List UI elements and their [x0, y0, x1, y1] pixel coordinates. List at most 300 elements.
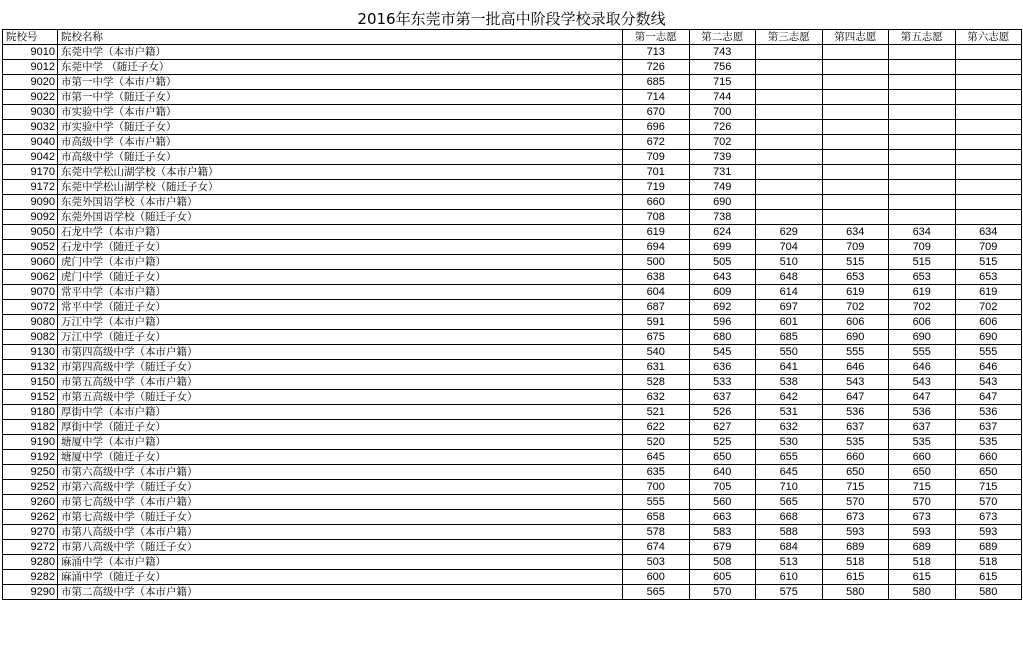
score-cell-choice-1: 700 [623, 480, 690, 495]
school-name-cell: 市第八高级中学（本市户籍） [58, 525, 623, 540]
score-cell-choice-4 [822, 210, 889, 225]
score-cell-choice-1: 645 [623, 450, 690, 465]
score-cell-choice-1: 500 [623, 255, 690, 270]
score-cell-choice-4: 580 [822, 585, 889, 600]
school-name-cell: 万江中学（随迁子女） [58, 330, 623, 345]
score-cell-choice-2: 505 [689, 255, 756, 270]
score-cell-choice-5: 653 [889, 270, 956, 285]
school-name-cell: 市第七高级中学（随迁子女） [58, 510, 623, 525]
score-cell-choice-5 [889, 150, 956, 165]
school-name-cell: 市实验中学（随迁子女） [58, 120, 623, 135]
score-cell-choice-2: 663 [689, 510, 756, 525]
score-cell-choice-1: 685 [623, 75, 690, 90]
score-cell-choice-6: 689 [955, 540, 1022, 555]
school-code-cell: 9192 [3, 450, 58, 465]
school-code-cell: 9070 [3, 285, 58, 300]
score-cell-choice-3: 648 [756, 270, 823, 285]
score-cell-choice-2: 705 [689, 480, 756, 495]
school-name-cell: 市第一中学（本市户籍） [58, 75, 623, 90]
school-code-cell: 9152 [3, 390, 58, 405]
score-cell-choice-1: 632 [623, 390, 690, 405]
score-cell-choice-5: 593 [889, 525, 956, 540]
score-cell-choice-6: 535 [955, 435, 1022, 450]
school-code-cell: 9172 [3, 180, 58, 195]
score-cell-choice-6: 634 [955, 225, 1022, 240]
school-code-cell: 9022 [3, 90, 58, 105]
school-code-cell: 9080 [3, 315, 58, 330]
score-cell-choice-6 [955, 60, 1022, 75]
school-name-cell: 厚街中学（随迁子女） [58, 420, 623, 435]
score-cell-choice-4: 647 [822, 390, 889, 405]
school-code-cell: 9270 [3, 525, 58, 540]
header-choice-2: 第二志愿 [689, 30, 756, 45]
table-row [3, 405, 1022, 420]
score-cell-choice-3: 684 [756, 540, 823, 555]
score-cell-choice-6: 593 [955, 525, 1022, 540]
score-cell-choice-2: 679 [689, 540, 756, 555]
score-cell-choice-3 [756, 210, 823, 225]
score-cell-choice-4: 619 [822, 285, 889, 300]
score-cell-choice-3: 610 [756, 570, 823, 585]
school-name-cell: 市第四高级中学（本市户籍） [58, 345, 623, 360]
score-cell-choice-3: 668 [756, 510, 823, 525]
score-cell-choice-3 [756, 180, 823, 195]
table-row [3, 135, 1022, 150]
score-cell-choice-3: 704 [756, 240, 823, 255]
score-cell-choice-1: 503 [623, 555, 690, 570]
score-cell-choice-4: 646 [822, 360, 889, 375]
school-name-cell: 市高级中学（随迁子女） [58, 150, 623, 165]
score-cell-choice-6 [955, 150, 1022, 165]
school-code-cell: 9190 [3, 435, 58, 450]
score-cell-choice-1: 694 [623, 240, 690, 255]
score-cell-choice-5: 615 [889, 570, 956, 585]
score-cell-choice-6: 580 [955, 585, 1022, 600]
score-cell-choice-4: 660 [822, 450, 889, 465]
score-cell-choice-4 [822, 45, 889, 60]
score-cell-choice-5: 515 [889, 255, 956, 270]
school-code-cell: 9042 [3, 150, 58, 165]
table-row [3, 330, 1022, 345]
school-name-cell: 市第五高级中学（随迁子女） [58, 390, 623, 405]
school-code-cell: 9252 [3, 480, 58, 495]
score-cell-choice-2: 756 [689, 60, 756, 75]
score-cell-choice-3: 538 [756, 375, 823, 390]
score-cell-choice-2: 699 [689, 240, 756, 255]
score-cell-choice-1: 578 [623, 525, 690, 540]
score-cell-choice-2: 560 [689, 495, 756, 510]
score-cell-choice-2: 744 [689, 90, 756, 105]
school-name-cell: 东莞中学 （随迁子女） [58, 60, 623, 75]
school-name-cell: 石龙中学（随迁子女） [58, 240, 623, 255]
score-cell-choice-2: 545 [689, 345, 756, 360]
school-code-cell: 9082 [3, 330, 58, 345]
score-cell-choice-1: 638 [623, 270, 690, 285]
score-cell-choice-6: 518 [955, 555, 1022, 570]
school-code-cell: 9272 [3, 540, 58, 555]
score-cell-choice-1: 687 [623, 300, 690, 315]
school-name-cell: 东莞中学松山湖学校（随迁子女） [58, 180, 623, 195]
score-cell-choice-6: 690 [955, 330, 1022, 345]
school-code-cell: 9280 [3, 555, 58, 570]
school-name-cell: 东莞外国语学校（本市户籍） [58, 195, 623, 210]
score-cell-choice-5: 637 [889, 420, 956, 435]
score-cell-choice-3: 641 [756, 360, 823, 375]
school-name-cell: 市第八高级中学（随迁子女） [58, 540, 623, 555]
score-cell-choice-1: 726 [623, 60, 690, 75]
school-code-cell: 9032 [3, 120, 58, 135]
table-row [3, 420, 1022, 435]
score-cell-choice-5: 660 [889, 450, 956, 465]
score-cell-choice-2: 637 [689, 390, 756, 405]
header-school-code: 院校号 [3, 30, 58, 45]
score-cell-choice-4: 689 [822, 540, 889, 555]
table-row [3, 450, 1022, 465]
score-cell-choice-4: 702 [822, 300, 889, 315]
table-row [3, 435, 1022, 450]
school-name-cell: 市第七高级中学（本市户籍） [58, 495, 623, 510]
score-cell-choice-3: 601 [756, 315, 823, 330]
page-title: 2016年东莞市第一批高中阶段学校录取分数线 [357, 10, 666, 28]
score-cell-choice-2: 726 [689, 120, 756, 135]
school-code-cell: 9012 [3, 60, 58, 75]
school-code-cell: 9030 [3, 105, 58, 120]
score-cell-choice-6: 650 [955, 465, 1022, 480]
table-row [3, 120, 1022, 135]
table-row [3, 570, 1022, 585]
score-cell-choice-6: 709 [955, 240, 1022, 255]
table-row [3, 555, 1022, 570]
score-cell-choice-2: 627 [689, 420, 756, 435]
score-cell-choice-2: 583 [689, 525, 756, 540]
table-row [3, 585, 1022, 600]
table-row [3, 540, 1022, 555]
score-cell-choice-1: 719 [623, 180, 690, 195]
score-cell-choice-5: 690 [889, 330, 956, 345]
table-row [3, 375, 1022, 390]
score-cell-choice-2: 692 [689, 300, 756, 315]
table-row [3, 105, 1022, 120]
score-cell-choice-5: 715 [889, 480, 956, 495]
header-choice-3: 第三志愿 [756, 30, 823, 45]
table-row [3, 180, 1022, 195]
score-cell-choice-2: 743 [689, 45, 756, 60]
score-cell-choice-3: 645 [756, 465, 823, 480]
school-code-cell: 9062 [3, 270, 58, 285]
score-cell-choice-1: 600 [623, 570, 690, 585]
score-cell-choice-1: 631 [623, 360, 690, 375]
school-code-cell: 9072 [3, 300, 58, 315]
table-row [3, 75, 1022, 90]
score-cell-choice-2: 636 [689, 360, 756, 375]
school-name-cell: 塘厦中学（本市户籍） [58, 435, 623, 450]
score-cell-choice-2: 596 [689, 315, 756, 330]
score-cell-choice-3: 531 [756, 405, 823, 420]
score-cell-choice-5 [889, 75, 956, 90]
school-name-cell: 东莞中学（本市户籍） [58, 45, 623, 60]
score-cell-choice-2: 570 [689, 585, 756, 600]
score-cell-choice-3: 565 [756, 495, 823, 510]
score-cell-choice-2: 650 [689, 450, 756, 465]
table-row [3, 255, 1022, 270]
school-name-cell: 石龙中学（本市户籍） [58, 225, 623, 240]
score-cell-choice-4: 650 [822, 465, 889, 480]
score-cell-choice-3: 632 [756, 420, 823, 435]
header-row [3, 30, 1022, 45]
score-cell-choice-2: 525 [689, 435, 756, 450]
school-name-cell: 市第四高级中学（随迁子女） [58, 360, 623, 375]
school-name-cell: 市实验中学（本市户籍） [58, 105, 623, 120]
score-cell-choice-3: 710 [756, 480, 823, 495]
score-cell-choice-2: 526 [689, 405, 756, 420]
score-cell-choice-6: 647 [955, 390, 1022, 405]
score-cell-choice-6 [955, 195, 1022, 210]
school-code-cell: 9020 [3, 75, 58, 90]
score-cell-choice-1: 658 [623, 510, 690, 525]
score-cell-choice-1: 670 [623, 105, 690, 120]
score-cell-choice-4: 715 [822, 480, 889, 495]
score-cell-choice-6 [955, 210, 1022, 225]
score-cell-choice-3 [756, 150, 823, 165]
table-row [3, 360, 1022, 375]
score-cell-choice-4: 518 [822, 555, 889, 570]
school-code-cell: 9132 [3, 360, 58, 375]
score-cell-choice-4 [822, 60, 889, 75]
score-cell-choice-6 [955, 165, 1022, 180]
score-cell-choice-3 [756, 90, 823, 105]
score-cell-choice-5: 634 [889, 225, 956, 240]
score-cell-choice-4: 606 [822, 315, 889, 330]
score-cell-choice-3 [756, 120, 823, 135]
school-code-cell: 9250 [3, 465, 58, 480]
score-cell-choice-1: 708 [623, 210, 690, 225]
table-row [3, 90, 1022, 105]
score-cell-choice-6: 570 [955, 495, 1022, 510]
school-name-cell: 市第一中学（随迁子女） [58, 90, 623, 105]
score-cell-choice-5: 689 [889, 540, 956, 555]
score-cell-choice-1: 622 [623, 420, 690, 435]
table-row [3, 345, 1022, 360]
score-cell-choice-2: 739 [689, 150, 756, 165]
score-cell-choice-1: 591 [623, 315, 690, 330]
score-cell-choice-5: 535 [889, 435, 956, 450]
score-cell-choice-3 [756, 60, 823, 75]
score-cell-choice-5: 570 [889, 495, 956, 510]
table-row [3, 480, 1022, 495]
school-name-cell: 麻涌中学（随迁子女） [58, 570, 623, 585]
score-cell-choice-4: 615 [822, 570, 889, 585]
school-name-cell: 常平中学（本市户籍） [58, 285, 623, 300]
table-row [3, 165, 1022, 180]
score-cell-choice-3: 614 [756, 285, 823, 300]
score-cell-choice-1: 714 [623, 90, 690, 105]
score-cell-choice-4: 634 [822, 225, 889, 240]
score-cell-choice-4: 555 [822, 345, 889, 360]
table-row [3, 195, 1022, 210]
school-code-cell: 9170 [3, 165, 58, 180]
score-cell-choice-2: 508 [689, 555, 756, 570]
table-row [3, 150, 1022, 165]
score-cell-choice-1: 555 [623, 495, 690, 510]
school-name-cell: 市第二高级中学（本市户籍） [58, 585, 623, 600]
school-code-cell: 9092 [3, 210, 58, 225]
score-cell-choice-5: 619 [889, 285, 956, 300]
score-cell-choice-1: 696 [623, 120, 690, 135]
score-cell-choice-4 [822, 180, 889, 195]
score-cell-choice-5: 543 [889, 375, 956, 390]
score-cell-choice-5 [889, 60, 956, 75]
score-cell-choice-1: 701 [623, 165, 690, 180]
score-cell-choice-3: 642 [756, 390, 823, 405]
score-cell-choice-2: 749 [689, 180, 756, 195]
score-cell-choice-6 [955, 90, 1022, 105]
school-code-cell: 9090 [3, 195, 58, 210]
school-code-cell: 9010 [3, 45, 58, 60]
school-name-cell: 东莞中学松山湖学校（本市户籍） [58, 165, 623, 180]
score-cell-choice-1: 709 [623, 150, 690, 165]
score-cell-choice-3: 513 [756, 555, 823, 570]
score-cell-choice-6: 543 [955, 375, 1022, 390]
score-cell-choice-4 [822, 165, 889, 180]
score-cell-choice-2: 690 [689, 195, 756, 210]
score-cell-choice-1: 713 [623, 45, 690, 60]
score-cell-choice-5: 647 [889, 390, 956, 405]
score-cell-choice-3 [756, 105, 823, 120]
score-cell-choice-2: 624 [689, 225, 756, 240]
school-name-cell: 万江中学（本市户籍） [58, 315, 623, 330]
school-name-cell: 市第五高级中学（本市户籍） [58, 375, 623, 390]
score-cell-choice-1: 619 [623, 225, 690, 240]
score-cell-choice-4: 709 [822, 240, 889, 255]
table-row [3, 285, 1022, 300]
score-cell-choice-1: 540 [623, 345, 690, 360]
score-cell-choice-3: 629 [756, 225, 823, 240]
score-cell-choice-5 [889, 135, 956, 150]
score-cell-choice-6: 615 [955, 570, 1022, 585]
score-cell-choice-5 [889, 105, 956, 120]
score-cell-choice-1: 660 [623, 195, 690, 210]
score-cell-choice-5 [889, 210, 956, 225]
score-cell-choice-6: 637 [955, 420, 1022, 435]
score-cell-choice-3: 530 [756, 435, 823, 450]
score-cell-choice-1: 674 [623, 540, 690, 555]
school-code-cell: 9262 [3, 510, 58, 525]
score-cell-choice-6: 653 [955, 270, 1022, 285]
score-cell-choice-5 [889, 45, 956, 60]
header-choice-4: 第四志愿 [822, 30, 889, 45]
school-name-cell: 常平中学（随迁子女） [58, 300, 623, 315]
table-row [3, 390, 1022, 405]
score-cell-choice-3 [756, 75, 823, 90]
score-cell-choice-2: 609 [689, 285, 756, 300]
score-cell-choice-5: 709 [889, 240, 956, 255]
score-cell-choice-3 [756, 135, 823, 150]
score-cell-choice-3: 588 [756, 525, 823, 540]
table-row [3, 240, 1022, 255]
score-cell-choice-5: 650 [889, 465, 956, 480]
header-school-name: 院校名称 [58, 30, 623, 45]
table-row [3, 210, 1022, 225]
score-cell-choice-4 [822, 135, 889, 150]
score-cell-choice-4: 515 [822, 255, 889, 270]
score-cell-choice-2: 731 [689, 165, 756, 180]
school-name-cell: 塘厦中学（随迁子女） [58, 450, 623, 465]
school-code-cell: 9282 [3, 570, 58, 585]
table-row [3, 300, 1022, 315]
score-cell-choice-5: 536 [889, 405, 956, 420]
score-cell-choice-6 [955, 45, 1022, 60]
score-cell-choice-6 [955, 105, 1022, 120]
score-cell-choice-4: 637 [822, 420, 889, 435]
score-cell-choice-3: 510 [756, 255, 823, 270]
table-row [3, 510, 1022, 525]
score-cell-choice-4 [822, 120, 889, 135]
school-code-cell: 9130 [3, 345, 58, 360]
school-name-cell: 市第六高级中学（本市户籍） [58, 465, 623, 480]
table-row [3, 465, 1022, 480]
school-name-cell: 虎门中学（本市户籍） [58, 255, 623, 270]
score-cell-choice-6: 702 [955, 300, 1022, 315]
score-cell-choice-5 [889, 165, 956, 180]
score-cell-choice-5 [889, 90, 956, 105]
school-name-cell: 厚街中学（本市户籍） [58, 405, 623, 420]
score-cell-choice-3: 697 [756, 300, 823, 315]
score-cell-choice-1: 565 [623, 585, 690, 600]
score-cell-choice-5: 673 [889, 510, 956, 525]
score-cell-choice-6: 606 [955, 315, 1022, 330]
score-cell-choice-6: 673 [955, 510, 1022, 525]
score-cell-choice-4: 536 [822, 405, 889, 420]
score-cell-choice-5 [889, 120, 956, 135]
score-cell-choice-5: 606 [889, 315, 956, 330]
table-row [3, 45, 1022, 60]
school-code-cell: 9050 [3, 225, 58, 240]
table-row [3, 225, 1022, 240]
score-cell-choice-5: 555 [889, 345, 956, 360]
score-cell-choice-6 [955, 135, 1022, 150]
school-name-cell: 麻涌中学（本市户籍） [58, 555, 623, 570]
score-cell-choice-3: 575 [756, 585, 823, 600]
school-code-cell: 9040 [3, 135, 58, 150]
score-cell-choice-1: 675 [623, 330, 690, 345]
score-cell-choice-5 [889, 195, 956, 210]
table-row [3, 60, 1022, 75]
score-cell-choice-6: 536 [955, 405, 1022, 420]
score-cell-choice-4: 570 [822, 495, 889, 510]
score-cell-choice-4 [822, 90, 889, 105]
score-cell-choice-6 [955, 120, 1022, 135]
score-table [2, 29, 1022, 600]
score-cell-choice-1: 520 [623, 435, 690, 450]
school-code-cell: 9290 [3, 585, 58, 600]
school-name-cell: 市高级中学（本市户籍） [58, 135, 623, 150]
score-cell-choice-4: 535 [822, 435, 889, 450]
score-cell-choice-1: 635 [623, 465, 690, 480]
score-cell-choice-3: 550 [756, 345, 823, 360]
score-cell-choice-6: 660 [955, 450, 1022, 465]
score-cell-choice-1: 672 [623, 135, 690, 150]
score-cell-choice-3: 655 [756, 450, 823, 465]
score-cell-choice-5: 702 [889, 300, 956, 315]
score-cell-choice-1: 604 [623, 285, 690, 300]
score-cell-choice-2: 680 [689, 330, 756, 345]
header-choice-6: 第六志愿 [955, 30, 1022, 45]
score-cell-choice-3 [756, 195, 823, 210]
table-row [3, 270, 1022, 285]
school-name-cell: 市第六高级中学（随迁子女） [58, 480, 623, 495]
score-cell-choice-4: 543 [822, 375, 889, 390]
score-cell-choice-3 [756, 165, 823, 180]
